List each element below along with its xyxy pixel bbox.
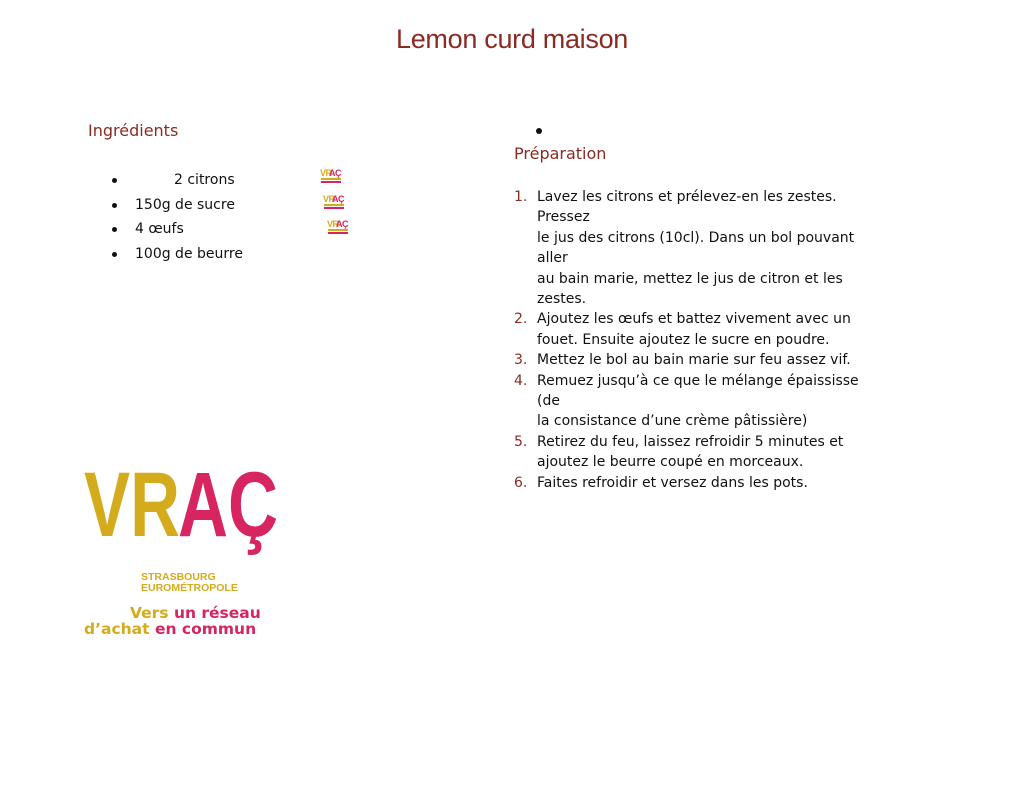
svg-text:d’achat en commun xyxy=(84,620,256,638)
mini-vrac-logo-icon: VR AÇ xyxy=(327,219,349,237)
bullet-icon xyxy=(112,252,117,257)
step-text-line: Mettez le bol au bain marie sur feu assez vif. xyxy=(537,352,851,369)
bullet-icon xyxy=(112,203,117,208)
bullet-icon xyxy=(112,227,117,232)
logo-tagline-part2: un réseau xyxy=(173,604,261,622)
list-item xyxy=(514,350,884,370)
list-item xyxy=(514,309,884,350)
preparation-steps xyxy=(514,187,884,493)
logo-tagline-part1: Vers xyxy=(130,604,169,622)
step-number: 5. xyxy=(514,433,528,450)
list-item: 100g de beurre xyxy=(108,244,243,269)
ingredients-list xyxy=(108,170,243,268)
logo-tagline-part3: d’achat xyxy=(84,620,150,638)
step-number: 4. xyxy=(514,372,528,389)
step-text-line: la consistance d’une crème pâtissière) xyxy=(537,413,808,430)
list-item xyxy=(514,187,884,309)
step-text-line: Ajoutez les œufs et battez vivement avec un xyxy=(537,311,851,328)
list-item: 2 citrons xyxy=(108,170,243,195)
step-number: 3. xyxy=(514,352,528,369)
step-text-line: le jus des citrons (10cl). Dans un bol pouvant aller xyxy=(537,229,855,267)
step-text-line: ajoutez le beurre coupé en morceaux. xyxy=(537,454,804,471)
page-title: Lemon curd maison xyxy=(395,24,629,54)
step-text-line: zestes. xyxy=(537,291,587,308)
step-text-line: au bain marie, mettez le jus de citron et les xyxy=(537,270,843,287)
list-item xyxy=(514,432,884,473)
logo-letters-pink: AÇ xyxy=(178,454,278,556)
mini-vrac-logo-icon: VR AÇ xyxy=(323,194,345,212)
mini-vrac-logo-icon: VR AÇ xyxy=(320,168,342,186)
step-text-line: Retirez du feu, laissez refroidir 5 minutes et xyxy=(537,433,844,450)
logo-tagline-part4: en commun xyxy=(154,620,257,638)
list-item xyxy=(514,473,884,493)
step-text-line: Remuez jusqu’à ce que le mélange épaississe (de xyxy=(537,372,859,410)
list-item xyxy=(514,371,884,432)
list-item: 150g de sucre xyxy=(108,195,243,220)
step-number: 2. xyxy=(514,311,528,328)
step-text-line: Lavez les citrons et prélevez-en les zestes. Pressez xyxy=(537,189,837,226)
ingredients-heading: Ingrédients xyxy=(88,121,179,140)
vrac-logo xyxy=(84,452,284,642)
step-number: 6. xyxy=(514,474,528,491)
logo-city-line1: STRASBOURG xyxy=(141,571,216,583)
list-item: 4 œufs xyxy=(108,219,243,244)
step-text-line: fouet. Ensuite ajoutez le sucre en poudre. xyxy=(537,331,830,348)
step-number: 1. xyxy=(514,189,528,205)
logo-city-line2: EUROMÉTROPOLE xyxy=(141,582,238,594)
step-text-line: Faites refroidir et versez dans les pots. xyxy=(537,474,808,491)
bullet-icon xyxy=(112,178,117,183)
bullet-icon xyxy=(536,128,542,134)
logo-letters-yellow: VR xyxy=(84,454,180,556)
preparation-heading: Préparation xyxy=(514,144,607,163)
